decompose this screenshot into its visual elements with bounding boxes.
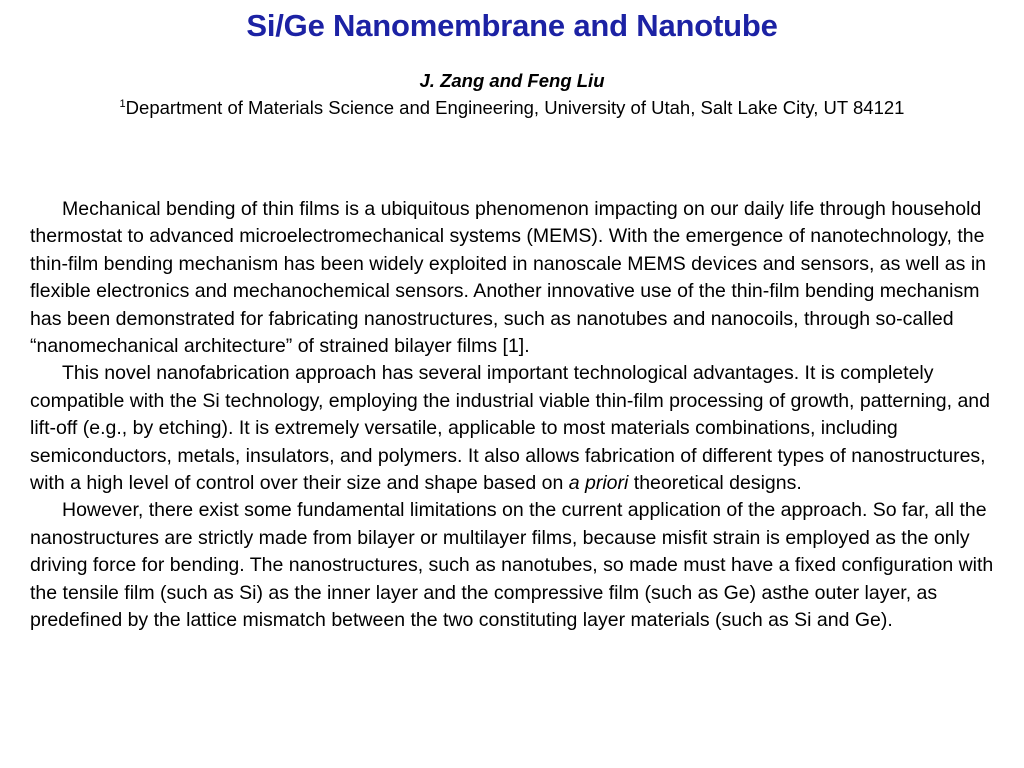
paragraph-1: Mechanical bending of thin films is a ubiquitous phenomenon impacting on our daily life through household thermostat to advanced microelectromechanical systems (MEMS). With the emergence of nanotechnology, the thin-film bending mechanism has been widely exploited in nanoscale MEMS devices and sensors, as well as in flexible electronics and mechanochemical sensors. Another innovative use of the thin-film bending mechanism has been demonstrated for fabricating nanostructures, such as nanotubes and nanocoils, through so-called “nanomechanical architecture” of strained bilayer films [1]. <box>30 198 986 358</box>
paragraph-2 <box>30 360 1000 497</box>
affiliation-superscript: 1 <box>119 98 126 110</box>
paragraph-2-text-after: theoretical designs. <box>628 472 802 495</box>
authors: J. Zang and Feng Liu <box>419 70 605 91</box>
affiliation-text: Department of Materials Science and Engineering, University of Utah, Salt Lake City, UT 84121 <box>125 97 905 118</box>
abstract-body <box>30 196 1000 635</box>
paragraph-3: However, there exist some fundamental limitations on the current application of the approach. So far, all the nanostructures are strictly made from bilayer or multilayer films, because misfit strain is employed as the only driving force for bending. The nanostructures, such as nanotubes, so made must have a fixed configuration with the tensile film (such as Si) as the inner layer and the compressive film (such as Ge) asthe outer layer, as predefined by the lattice mismatch between the two constituting layer materials (such as Si and Ge). <box>30 499 994 632</box>
paragraph-2-italic: a priori <box>568 472 629 495</box>
page-title: Si/Ge Nanomembrane and Nanotube <box>246 8 778 43</box>
paragraph-2-text-before: This novel nanofabrication approach has several important technological advantages. It is completely compatible with the Si technology, employing the industrial viable thin-film processing of growth, patterning, and lift-off (e.g., by etching). It is extremely versatile, applicable to most materials combinations, including semiconductors, metals, insulators, and polymers. It also allows fabrication of different types of nanostructures, with a high level of control over their size and shape based on <box>30 362 990 495</box>
affiliation <box>0 96 1024 120</box>
